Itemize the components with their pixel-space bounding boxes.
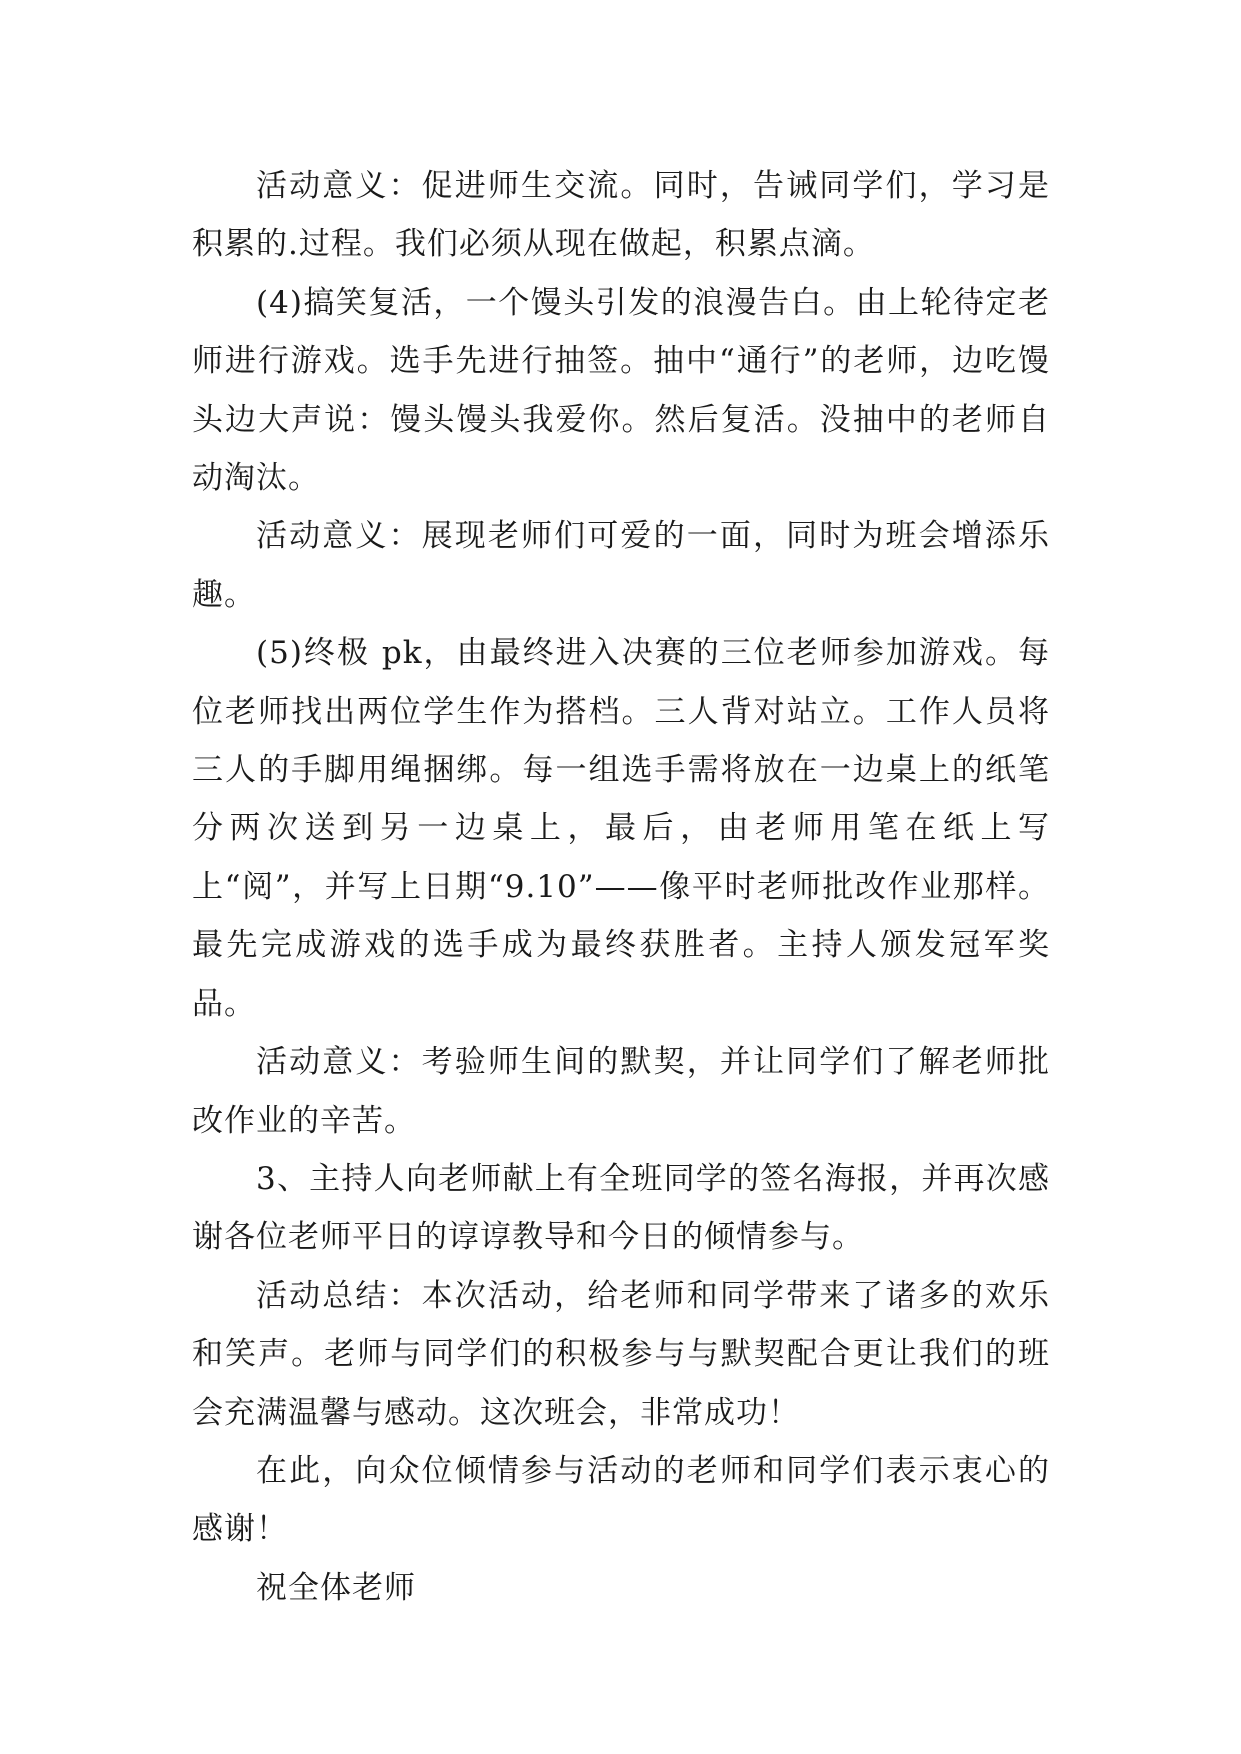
paragraph-activity-meaning-1: 活动意义：促进师生交流。同时，告诫同学们，学习是积累的.过程。我们必须从现在做起，积累点滴。: [192, 168, 1050, 263]
paragraph-ultimate-pk: (5)终极 pk，由最终进入决赛的三位老师参加游戏。每位老师找出两位学生作为搭档。三人背对站立。工作人员将三人的手脚用绳捆绑。每一组选手需将放在一边桌上的纸笔分两次送到另一边桌上，最后，由老师用笔在纸上写上“阅”，并写上日期“9.10”——像平时老师批改作业那样。最先完成游戏的选手成为最终获胜者。主持人颁发冠军奖品。: [192, 635, 1050, 1022]
paragraph-poster-presentation: 3、主持人向老师献上有全班同学的签名海报，并再次感谢各位老师平日的谆谆教导和今日的倾情参与。: [192, 1160, 1050, 1256]
paragraph-thanks: 在此，向众位倾情参与活动的老师和同学们表示衷心的感谢！: [192, 1452, 1050, 1548]
paragraph-activity-meaning-2: 活动意义：展现老师们可爱的一面，同时为班会增添乐趣。: [192, 518, 1050, 613]
paragraph-wishes: 祝全体老师: [256, 1569, 416, 1606]
document-body: [192, 157, 1050, 1617]
paragraph-activity-summary: 活动总结：本次活动，给老师和同学带来了诸多的欢乐和笑声。老师与同学们的积极参与与默契配合更让我们的班会充满温馨与感动。这次班会，非常成功！: [192, 1277, 1050, 1431]
paragraph-funny-revival: (4)搞笑复活，一个馒头引发的浪漫告白。由上轮待定老师进行游戏。选手先进行抽签。抽中“通行”的老师，边吃馒头边大声说：馒头馒头我爱你。然后复活。没抽中的老师自动淘汰。: [192, 284, 1050, 497]
paragraph-activity-meaning-3: 活动意义：考验师生间的默契，并让同学们了解老师批改作业的辛苦。: [192, 1044, 1050, 1139]
